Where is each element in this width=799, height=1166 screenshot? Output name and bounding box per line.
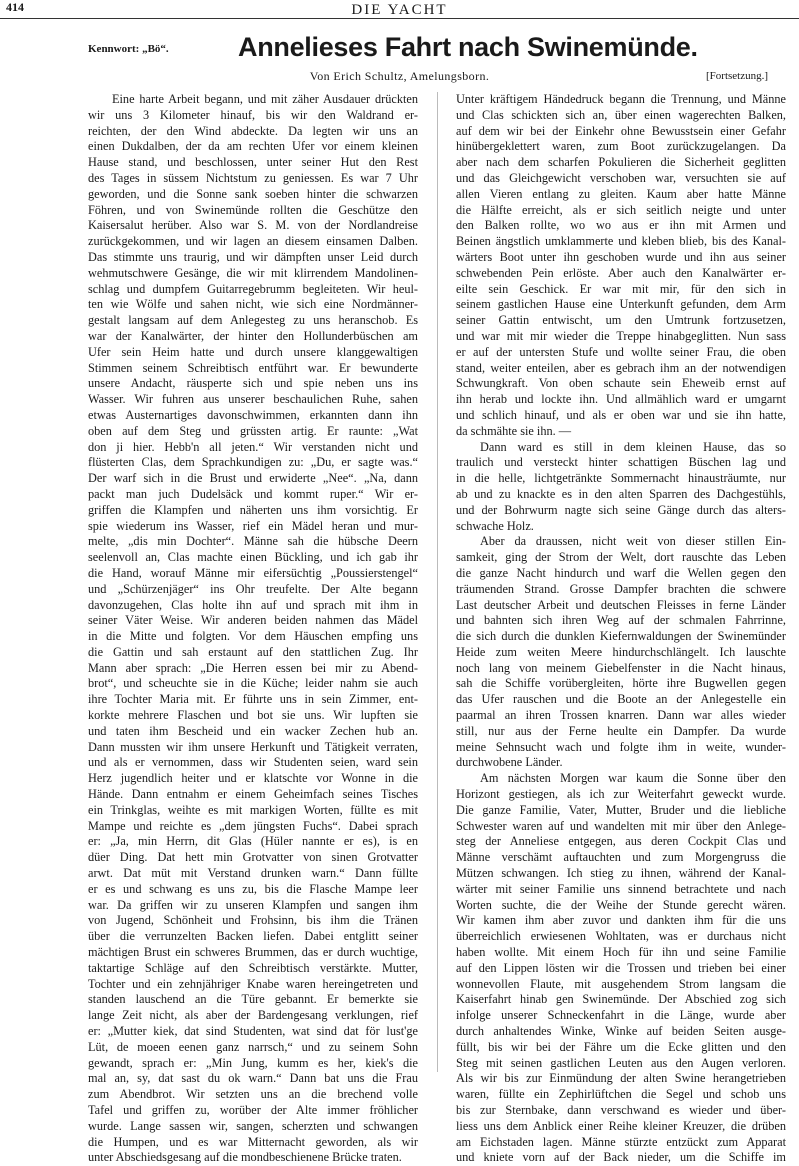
text-line: Mützen schwangen. Ich stieg zu ihnen, während der Kanal- (456, 866, 786, 881)
text-line: Dann ward es still in dem kleinen Hause, das so (480, 439, 786, 454)
text-line: in die helle, lichtgetränkte Sommernacht hinausträumte, nur (456, 471, 786, 486)
text-line: flüsterten Clas, dem Sprachkundigen zu: „Du, er sagte was.“ (88, 455, 418, 470)
text-line: brot“, und scheuchte sie in die Küche; leider nahm sie auch (88, 676, 418, 691)
text-line: traulich und versteckt hinter schattigen Büschen lag und (456, 455, 786, 470)
text-line: ten wie Wölfe und sahen nicht, wie sich eine Nordmänner- (88, 297, 418, 312)
text-line: Herz jugendlich heiter und er klatschte vor Wonne in die (88, 771, 418, 786)
text-line: don ji hier. Hebb'n all jeten.“ Wir verstanden nicht und (88, 439, 418, 454)
text-line: die Humpen, und es war Mitternacht geworden, als wir (88, 1134, 418, 1149)
text-line: liess uns dem Anblick einer Reihe kleiner Kreuzer, die drüben (456, 1118, 786, 1133)
text-line: die Hälfte erreicht, als er sich seitlich neigte und unter (456, 202, 786, 217)
right-text-column (456, 92, 786, 1166)
text-line: und Clas schickten sich an, über einen wagerechten Balken, (456, 107, 786, 122)
text-line: und schlich hinauf, und als er oben war und sie ihn hatte, (456, 407, 786, 422)
text-line: füllt, bis wir bei der Fähre um die Ecke glitten und den (456, 1039, 786, 1054)
article-title: Annelieses Fahrt nach Swinemünde. (238, 32, 698, 62)
text-line: ein Trinkglas, weihte es mit markigen Worten, füllte es mit (88, 802, 418, 817)
text-line: durchwobene Länder. (456, 755, 563, 770)
text-line: noch lang von meinem Giebelfenster in die Nacht hinaus, (456, 660, 786, 675)
text-line: Eine harte Arbeit begann, und mit zäher Ausdauer drückten (112, 92, 418, 106)
text-line: geworden, und die Sonne sank soeben hinter die schwarzen (88, 186, 418, 201)
text-line: wir uns 3 Kilometer hinauf, bis wir den Waldrand er- (88, 107, 418, 122)
text-line: Männe verschämt auftauchten und zum Morgengruss die (456, 850, 786, 865)
text-line: standen lauschend an die Türe gebannt. Er bemerkte sie (88, 992, 418, 1007)
text-line: mächtigen Brust ein schweres Brummen, das er durch wuchtige, (88, 945, 418, 960)
text-line: Hause stand, und beschlossen, unter seiner Hut den Rest (88, 155, 418, 170)
text-line: Ufer sein Heim hatte und durch unsere klanggewaltigen (88, 344, 418, 359)
text-line: und war mit mir wieder die Treppe hinabgeglitten. Nun sass (456, 328, 786, 343)
text-line: Das stimmte uns traurig, und wir dämpften unser Leid durch (88, 249, 418, 264)
text-line: wurde. Lange sassen wir, sangen, scherzten und schwangen (88, 1118, 418, 1133)
text-line: Föhren, und von Swinemünde rollten die Geschütze den (88, 202, 418, 217)
text-line: über die verrunzelten Backen liefen. Dabei entglitt seiner (88, 929, 418, 944)
text-line: Als wir bis zur Einmündung der alten Swine herangetrieben (456, 1071, 786, 1086)
text-line: ihn herab und lockte ihn. Und allmählich ward er umgarnt (456, 392, 786, 407)
text-line: unter Abschiedsgesang auf die mondbeschienene Brücke traten. (88, 1150, 402, 1165)
left-text-column (88, 92, 418, 1166)
text-line: unsere Andacht, räusperte sich und spie neben uns ins (88, 376, 418, 391)
text-line: griffen die Klampfen und näherten uns ihm vorsichtig. Er (88, 502, 418, 517)
text-line: war der Kanalwärter, der hinter den Hollunderbüschen am (88, 328, 418, 343)
text-line: von Jugend, Schönheit und Frohsinn, bis ihm die Tränen (88, 913, 418, 928)
text-line: haben wollte. Mit einem Hoch für ihn und seine Familie (456, 945, 786, 960)
text-line: Horizont gestiegen, als ich zur Weiterfahrt geweckt wurde. (456, 787, 786, 802)
text-line: reichten, der den Wind abdeckte. Da legten wir uns an (88, 123, 418, 138)
text-line: wonnevollen Flaute, mit ausgehendem Strom langsam die (456, 976, 786, 991)
text-line: Die ganze Familie, Vater, Mutter, Bruder und die liebliche (456, 802, 786, 817)
text-line: Mann aber sprach: „Die Herren essen bei mir zu Abend- (88, 660, 418, 675)
text-line: auf den Lippen lösten wir die Trossen und trieben bei einer (456, 960, 786, 975)
text-line: arwt. Dat müt mit Verstand drunken warn.“ Dann füllte (88, 866, 418, 881)
text-line: Kaisersalut herüber. Also war S. M. von der Nordlandreise (88, 218, 418, 233)
text-line: Steg mit seinen gastlichen Leuten aus den Augen verloren. (456, 1055, 786, 1070)
text-line: Tochter und ein zehnjähriger Knabe waren hereingetreten und (88, 976, 418, 991)
text-line: einen Dukdalben, der da am rechten Ufer vor einem kleinen (88, 139, 418, 154)
text-line: Hände. Dann entnahm er einem Geheimfach seines Tisches (88, 787, 418, 802)
text-line: und bahnten sich ihren Weg auf der schmalen Fahrrinne, (456, 613, 786, 628)
text-line: infolge unserer Schneckenfahrt in die Länge, wurde aber (456, 1008, 786, 1023)
text-line: er: „Ja, min Herrn, dit Glas (Hüler nannte er es), is en (88, 834, 418, 849)
text-line: Wasser. Wir fuhren aus unserer beschaulichen Ruhe, sahen (88, 392, 418, 407)
text-line: und das Gleichgewicht verschoben war, versuchten sie auf (456, 170, 786, 185)
column-divider (437, 92, 438, 1072)
text-line: Der warf sich in die Brust und erwiderte „Nee“. „Na, dann (88, 471, 418, 486)
text-line: spie wiederum ins Wasser, rief ein Mädel heran und mur- (88, 518, 418, 533)
text-line: Worten suchte, die der Weihe der Stunde gerecht wären. (456, 897, 786, 912)
text-line: steg der Anneliese entgegen, aus deren Cockpit Clas und (456, 834, 786, 849)
text-line: hinübergeklettert waren, zum Boot zurückzugelangen. Da (456, 139, 786, 154)
text-line: und taten ihm Bescheid und ein wacker Zechen hub an. (88, 723, 418, 738)
continuation-note: [Fortsetzung.] (706, 70, 769, 82)
text-line: Wir kamen ihm aber zuvor und dankten ihm für die uns (456, 913, 786, 928)
text-line: Lüt, de moeen eenen ganz narrsch,“ und zu seinem Sohn (88, 1039, 418, 1054)
text-line: durch anhaltendes Winke, Winke auf beiden Seiten ausge- (456, 1024, 786, 1039)
text-line: gestalt langsam auf dem Anlegesteg zu uns heranschob. Es (88, 313, 418, 328)
text-line: allen Vieren entlang zu gleiten. Kaum aber hatte Männe (456, 186, 786, 201)
text-line: Beinen ängstlich umklammerte und kleben blieb, bis des Kanal- (456, 234, 786, 249)
journal-title: DIE YACHT (351, 2, 448, 18)
text-line: Kaiserfahrt hinab gen Swinemünde. Der Abschied zog sich (456, 992, 786, 1007)
text-line: Schwungkraft. Von oben schaute sein Eheweib ernst auf (456, 376, 786, 391)
text-line: die Hand, worauf Männe mir eifersüchtig „Poussierstengel“ (88, 565, 418, 580)
text-line: düer Ding. Dat hett min Grotvatter von sinen Grotvatter (88, 850, 418, 865)
text-line: Dann mussten wir ihm unsere Herkunft und Tätigkeit verraten, (88, 739, 418, 754)
page-number: 414 (6, 0, 24, 14)
text-line: seelenvoll an, Clas machte einen Bückling, und ich gab ihr (88, 550, 418, 565)
text-line: Stimmen seinem Schreibtisch entführt war. Er bewunderte (88, 360, 418, 375)
text-line: wehmutschwere Gesänge, die wir mit klirrendem Mandolinen- (88, 265, 418, 280)
text-line: Aber da draussen, nicht weit von dieser stillen Ein- (480, 534, 786, 549)
text-line: am Eichstaden lagen. Männe stürzte entzückt zum Apparat (456, 1134, 786, 1149)
text-line: die ganze Nacht hindurch und warf die Wellen gegen den (456, 565, 786, 580)
text-line: eilte sein Geschick. Er war mit mir, für den sich in (456, 281, 786, 296)
text-line: war. Da griffen wir zu unseren Klampfen und sangen ihm (88, 897, 418, 912)
text-line: etwas Austernartiges davonschwimmen, erkannten dann ihn (88, 407, 418, 422)
text-line: den Balken rollte, wo wo aus er ihn mit Armen und (456, 218, 786, 233)
text-line: er auf der untersten Stufe und wollte seiner Frau, die oben (456, 344, 786, 359)
text-line: das Ufer rauschen und die Boote an der Anlegestelle ein (456, 692, 786, 707)
text-line: wärter mit seiner Familie uns sinnend betrachtete und nach (456, 881, 786, 896)
text-line: auf dem wir bei der Einkehr ohne Bewusstsein einer Gefahr (456, 123, 786, 138)
text-line: still, nur aus der Ferne heulte ein Dampfer. Da wurde (456, 723, 786, 738)
text-line: mal an, sy, dat sast du ok warn.“ Dann bat uns die Frau (88, 1071, 418, 1086)
text-line: er: „Mutter kiek, dat sind Studenten, wat sind dat för lust'ge (88, 1024, 418, 1039)
text-line: ihre Tochter Maria mit. Er führte uns in sein Zimmer, ent- (88, 692, 418, 707)
text-line: und „Schürzenjäger“ ins Ohr treufelte. Der Alte begann (88, 581, 418, 596)
text-line: Heide zum weiten Meere hindurchschlängelt. Ich lauschte (456, 644, 786, 659)
text-line: zum Abendbrot. Wir setzten uns an die brechend volle (88, 1087, 418, 1102)
text-line: sah die Schiffe vorübergleiten, hörte ihre Bugwellen gegen (456, 676, 786, 691)
text-line: er es und schwang es uns zu, bis die Flasche Mampe leer (88, 881, 418, 896)
text-line: melte, „dis min Dochter“. Männe sah die hübsche Deern (88, 534, 418, 549)
text-line: Mampe und reichte es „dem jüngsten Fuchs“. Dabei sprach (88, 818, 418, 833)
text-line: taktartige Schläge auf den Schreibtisch verstärkte. Mutter, (88, 960, 418, 975)
header-rule (0, 18, 799, 19)
text-line: Am nächsten Morgen war kaum die Sonne über den (480, 771, 786, 786)
text-line: da schmähte sie ihn. — (456, 423, 572, 438)
text-line: gewandt, sprach er: „Min Jung, kumm es her, kiek's die (88, 1055, 418, 1070)
text-line: und als er vernommen, dass wir Studenten seien, ward sein (88, 755, 418, 770)
text-line: seinem gastlichen Hause eine Unterkunft gefunden, dem Arm (456, 297, 786, 312)
text-line: die sich durch die dunklen Kiefernwaldungen der Swinemünder (456, 629, 786, 644)
text-line: korkte mehrere Flaschen und bot sie uns. Wir lupften sie (88, 708, 418, 723)
text-line: samkeit, ging der Strom der Welt, dort rauschte das Leben (456, 550, 786, 565)
text-line: davonzugehen, Clas holte ihn auf und sprach mit ihm in (88, 597, 418, 612)
text-line: paarmal an ihren Trossen knarren. Dann war alles wieder (456, 708, 786, 723)
text-line: schwebenden Pein erlöste. Aber auch den Kanalwärter er- (456, 265, 786, 280)
text-line: in die Mitte und folgten. Vor dem Häuschen empfing uns (88, 629, 418, 644)
text-line: die Gattin und sah erstaunt auf den stattlichen Zug. Ihr (88, 644, 418, 659)
text-line: Last deutscher Arbeit und deutschen Fleisses in ferne Länder (456, 597, 786, 612)
text-line: waren, füllte ein Zephirlüftchen die Segel und schob uns (456, 1087, 786, 1102)
text-line: zurückgekommen, und wir lagen an diesem einsamen Dalben. (88, 234, 418, 249)
text-line: schlag und dumpfem Guitarregebrumm begleiteten. Wir heul- (88, 281, 418, 296)
text-line: seiner Väter Weise. Wir anderen beiden nahmen das Mädel (88, 613, 418, 628)
text-line: träumenden Strand. Grosse Dampfer brachten die schwere (456, 581, 786, 596)
text-line: überreichlich erwiesenen Wohltaten, was er durchaus nicht (456, 929, 786, 944)
text-line: schwache Holz. (456, 518, 534, 533)
text-line: stand, weiter enteilen, aber es gebrach ihm an der notwendigen (456, 360, 786, 375)
text-line: bis zur Sternbake, dann verschwand es wieder und über- (456, 1103, 786, 1117)
text-line: lange Zeit nicht, als aber der Bardengesang verklungen, rief (88, 1008, 418, 1023)
text-line: Schwester waren auf und wandelten mit mir über den Anlege- (456, 818, 786, 833)
text-line: meine Sehnsucht wach und folgte ihm in weite, wunder- (456, 739, 786, 754)
text-line: ab und zu knackte es in den alten Sparren des Dachgestühls, (456, 486, 786, 501)
text-line: packt man juch Dudelsäck und kommt ruper.“ Wir er- (88, 486, 418, 501)
text-line: wärters Boot unter ihn geschoben wurde und ihn aus seiner (456, 249, 786, 264)
text-line: oben auf dem Steg und grüssten artig. Er raunte: „Wat (88, 423, 418, 438)
article-byline: Von Erich Schultz, Amelungsborn. (309, 69, 490, 83)
text-line: Tafel und griffen zu, worüber der Alte immer fröhlicher (88, 1103, 418, 1117)
text-line: des Tages in süssem Nichtstum zu geniessen. Es war 7 Uhr (88, 170, 418, 185)
text-line: und kniete vorn auf der Back nieder, um die Schiffe im (456, 1150, 786, 1165)
text-line: und der Bohrwurm nagte sich seine Gänge durch das alters- (456, 502, 786, 517)
kennwort-label: Kennwort: „Bö“. (88, 43, 169, 55)
text-line: aber nach dem scharfen Pokulieren die Sicherheit geglitten (456, 155, 786, 170)
text-line: Unter kräftigem Händedruck begann die Trennung, und Männe (456, 92, 786, 106)
text-line: seiner Gattin entwischt, um den Umtrunk fortzusetzen, (456, 313, 786, 328)
